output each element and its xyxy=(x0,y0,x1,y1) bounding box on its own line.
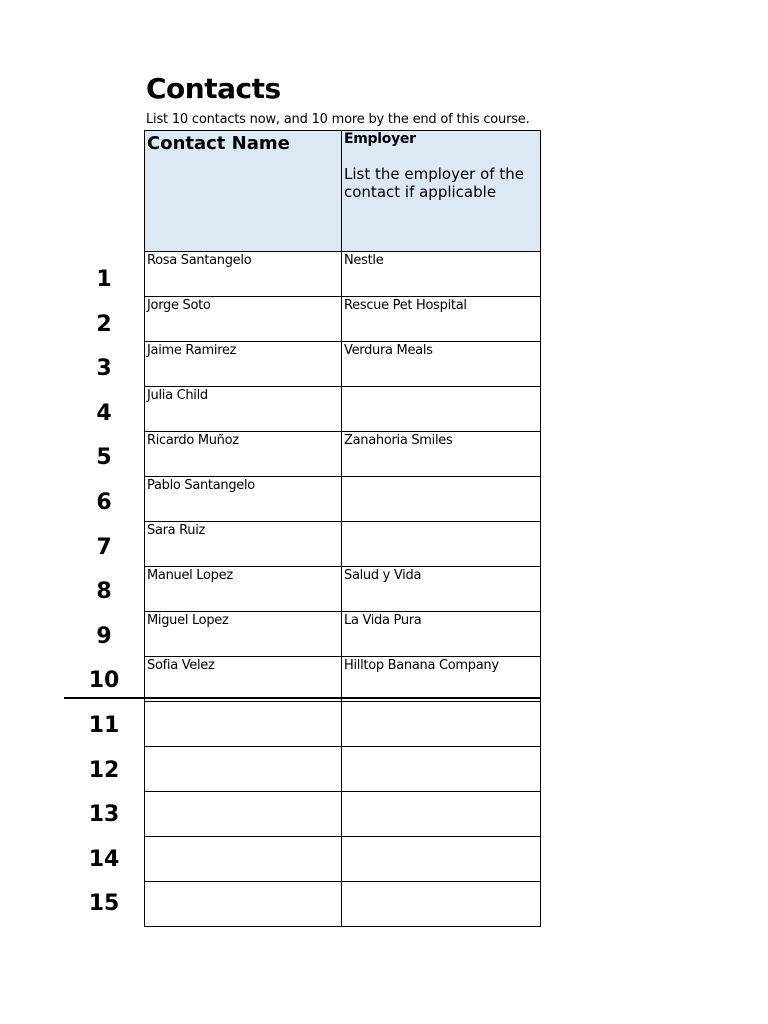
table-row xyxy=(145,612,541,657)
section-divider xyxy=(64,697,540,699)
employer-cell[interactable]: Salud y Vida xyxy=(342,567,541,612)
row-number: 2 xyxy=(96,311,112,337)
table-row xyxy=(145,567,541,612)
employer-cell[interactable] xyxy=(342,837,541,882)
employer-cell[interactable]: Nestle xyxy=(342,252,541,297)
header-employer-cell[interactable] xyxy=(342,131,541,252)
contact-name-cell[interactable] xyxy=(145,792,342,837)
row-number: 5 xyxy=(96,445,112,471)
table-row xyxy=(145,747,541,792)
table-row xyxy=(145,882,541,927)
contact-name-cell[interactable]: Pablo Santangelo xyxy=(145,477,342,522)
employer-cell[interactable] xyxy=(342,477,541,522)
contact-name-cell[interactable]: Julia Child xyxy=(145,387,342,432)
header-employer-note: List the employer of the contact if applicable xyxy=(344,165,524,201)
employer-cell[interactable] xyxy=(342,387,541,432)
row-number: 6 xyxy=(96,490,112,515)
employer-cell[interactable] xyxy=(342,747,541,792)
row-number: 15 xyxy=(88,891,120,917)
table-row xyxy=(145,477,541,522)
row-number: 13 xyxy=(88,802,120,828)
table-row xyxy=(145,252,541,297)
row-number: 3 xyxy=(96,356,112,382)
contact-name-cell[interactable] xyxy=(145,747,342,792)
row-number: 11 xyxy=(88,713,120,738)
table-row xyxy=(145,387,541,432)
contact-name-cell[interactable]: Ricardo Muñoz xyxy=(145,432,342,477)
employer-cell[interactable] xyxy=(342,522,541,567)
header-employer: Employer xyxy=(344,131,416,147)
contact-name-cell[interactable]: Rosa Santangelo xyxy=(145,252,342,297)
row-number: 10 xyxy=(88,668,120,694)
contacts-table xyxy=(144,130,541,927)
employer-cell[interactable]: Zanahoria Smiles xyxy=(342,432,541,477)
row-number: 1 xyxy=(96,267,112,292)
table-row xyxy=(145,657,541,702)
row-number: 12 xyxy=(88,757,120,783)
row-number: 8 xyxy=(96,579,112,605)
row-number: 7 xyxy=(96,534,112,560)
table-row xyxy=(145,792,541,837)
page-title: Contacts xyxy=(146,72,281,105)
contact-name-cell[interactable]: Sara Ruiz xyxy=(145,522,342,567)
employer-cell[interactable] xyxy=(342,702,541,747)
contact-name-cell[interactable]: Manuel Lopez xyxy=(145,567,342,612)
contact-name-cell[interactable]: Miguel Lopez xyxy=(145,612,342,657)
employer-cell[interactable]: La Vida Pura xyxy=(342,612,541,657)
table-row xyxy=(145,432,541,477)
table-row xyxy=(145,837,541,882)
table-row xyxy=(145,297,541,342)
contact-name-cell[interactable]: Jaime Ramirez xyxy=(145,342,342,387)
contact-name-cell[interactable]: Jorge Soto xyxy=(145,297,342,342)
table-row xyxy=(145,702,541,747)
header-contact-name: Contact Name xyxy=(147,133,290,154)
employer-cell[interactable]: Verdura Meals xyxy=(342,342,541,387)
contact-name-cell[interactable]: Sofia Velez xyxy=(145,657,342,702)
row-number: 9 xyxy=(96,623,112,649)
table-row xyxy=(145,522,541,567)
contact-name-cell[interactable] xyxy=(145,837,342,882)
row-number: 14 xyxy=(88,846,120,872)
employer-cell[interactable] xyxy=(342,792,541,837)
page-subtitle: List 10 contacts now, and 10 more by the end of this course. xyxy=(146,112,530,127)
row-number: 4 xyxy=(96,400,112,426)
table-header-row xyxy=(145,131,541,252)
header-contact-name-cell[interactable] xyxy=(145,131,342,252)
contact-name-cell[interactable] xyxy=(145,702,342,747)
employer-cell[interactable]: Hilltop Banana Company xyxy=(342,657,541,702)
employer-cell[interactable] xyxy=(342,882,541,927)
table-row xyxy=(145,342,541,387)
employer-cell[interactable]: Rescue Pet Hospital xyxy=(342,297,541,342)
contact-name-cell[interactable] xyxy=(145,882,342,927)
